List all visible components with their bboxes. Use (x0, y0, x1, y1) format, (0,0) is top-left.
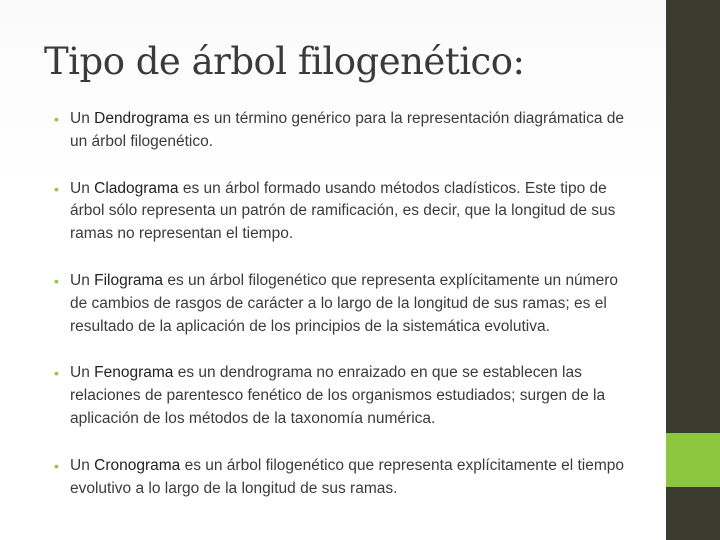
bullet-marker: • (54, 457, 59, 474)
bullet-term: Filograma (94, 271, 164, 289)
bullet-prefix: Un (70, 271, 95, 289)
accent-square (666, 433, 720, 487)
bullet-term: Cronograma (94, 456, 181, 474)
bullet-marker: • (54, 180, 59, 197)
bullet-marker: • (54, 111, 59, 127)
bullet-marker: • (54, 365, 59, 382)
bullet-text: es un árbol formado usando métodos cladísticos. Este tipo de árbol sólo representa un patrón de ramificación, es decir, que la longitud de sus ramas no representan el tiempo. (70, 179, 616, 243)
bullet-prefix: Un (70, 179, 95, 197)
bullet-prefix: Un (70, 364, 95, 382)
bullet-term: Cladograma (94, 179, 179, 197)
bullet-marker: • (54, 272, 59, 289)
bullet-text: es un dendrograma no enraizado en que se establecen las relaciones de parentesco fenético de los organismos estudiados; surgen de la aplicación de los métodos de la taxonomía numérica. (70, 364, 606, 427)
slide-title: Tipo de árbol filogenético: (44, 40, 525, 83)
bullet-list (54, 108, 634, 500)
bullet-text: es un árbol filogenético que representa explícitamente el tiempo evolutivo a lo largo de la longitud de sus ramas. (70, 456, 625, 497)
bullet-item-cronograma (54, 455, 634, 501)
bullet-prefix: Un (70, 110, 95, 127)
bullet-term: Dendrograma (94, 110, 189, 127)
bullet-item-filograma (54, 270, 634, 338)
bullet-item-fenograma (54, 362, 634, 430)
bullet-item-dendrograma (54, 108, 634, 154)
bullet-text: es un término genérico para la representación diagrámatica de un árbol filogenético. (70, 110, 625, 150)
bullet-item-cladograma (54, 178, 634, 246)
bullet-term: Fenograma (94, 364, 174, 382)
bullet-prefix: Un (70, 456, 95, 474)
bullet-text: es un árbol filogenético que representa explícitamente un número de cambios de rasgos de carácter a lo largo de la longitud de sus ramas; es el resultado de la aplicación de los principios de la sistemática evolutiva. (70, 271, 618, 335)
